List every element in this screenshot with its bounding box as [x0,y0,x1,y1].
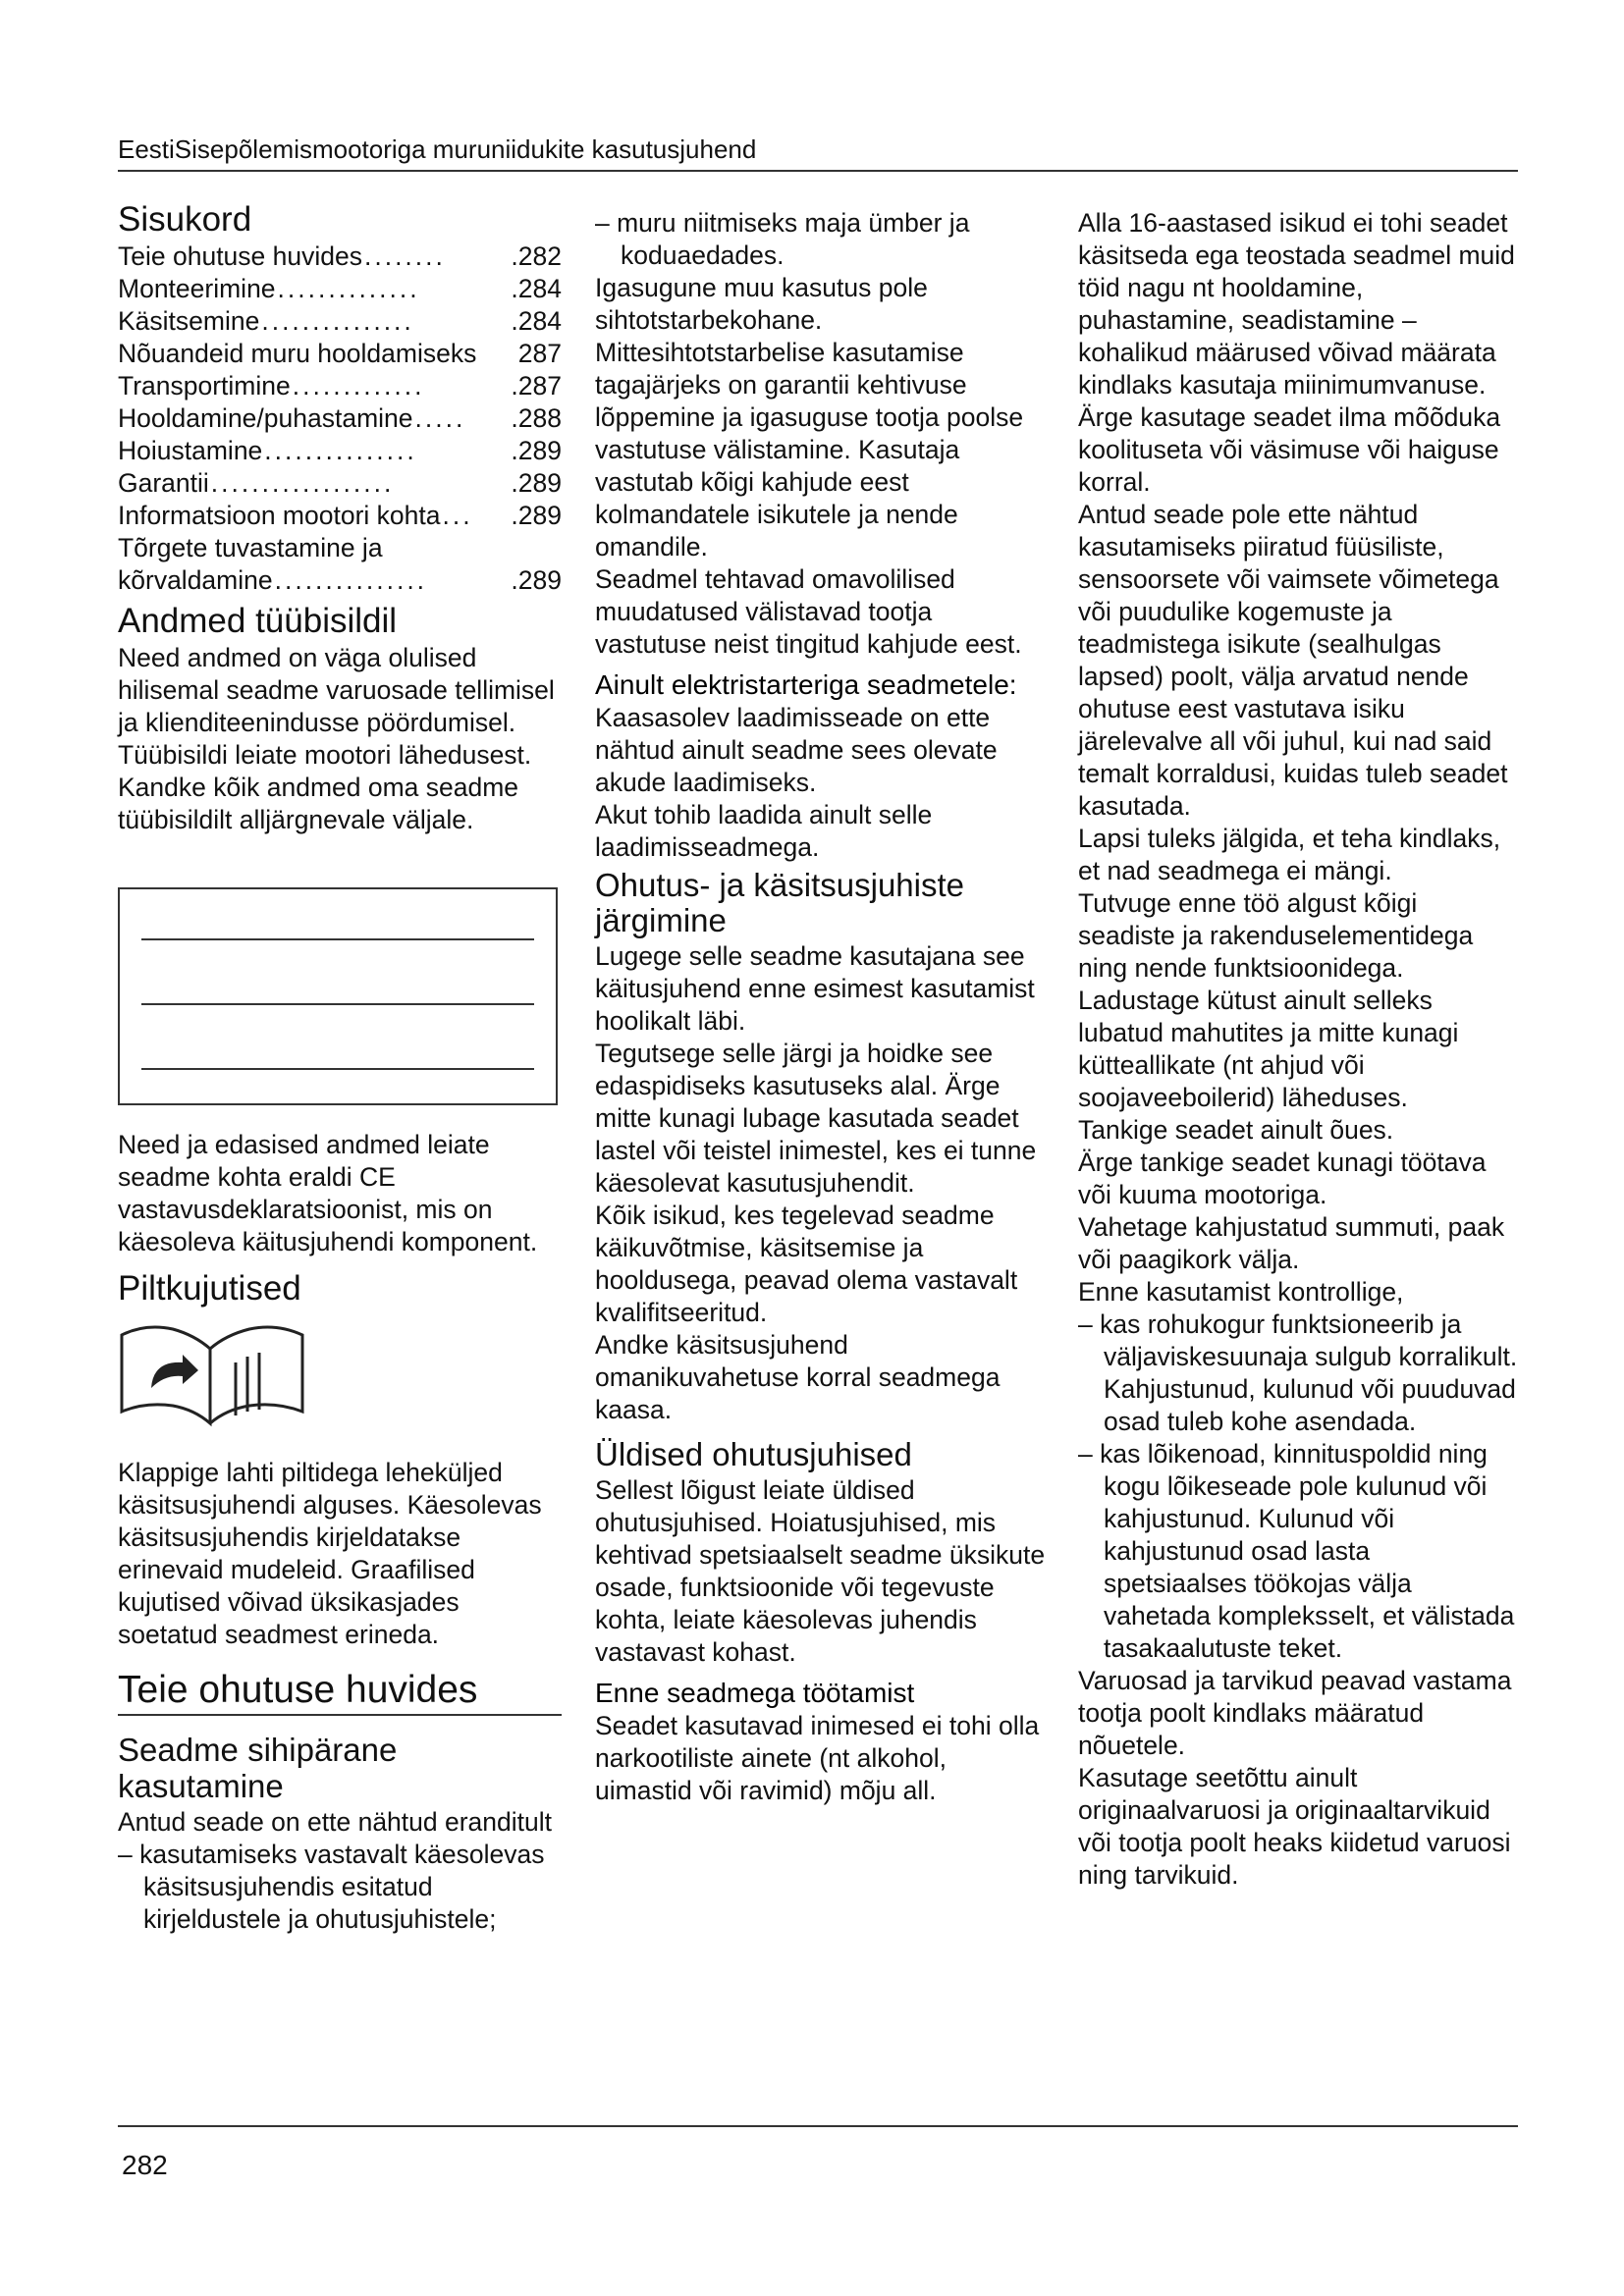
data-entry-line[interactable] [141,1003,534,1005]
paragraph: Kaasasolev laadimisseade on ette nähtud ainult seadme sees olevate akude laadimiseks. [595,703,998,797]
toc-label: Teie ohutuse huvides [118,241,362,271]
toc-dots: ............... [264,436,417,465]
data-entry-line[interactable] [141,938,534,940]
list-item: – kasutamiseks vastavalt käesolevas käsitsusjuhendis esitatud kirjeldustele ja ohutusjuhistele; [118,1840,545,1934]
subheading-enne: Enne seadmega töötamist [595,1678,915,1708]
toc-page: .289 [511,565,562,595]
toc-dots: ..... [414,403,466,433]
toc-label: Monteerimine [118,274,276,303]
paragraph-sihiparane: Antud seade on ette nähtud eranditult [118,1807,553,1837]
toc-row[interactable] [118,467,562,500]
toc-dots: ............. [292,371,425,400]
open-book-icon [118,1317,562,1435]
column-2 [595,201,1047,1807]
paragraph: Seadet kasutavad inimesed ei tohi olla narkootiliste ainete (nt alkohol, uimastid või ravimid) mõju all. [595,1711,1040,1805]
paragraph: Kasutage seetõttu ainult originaalvaruosi ja originaaltarvikuid või tootja poolt heaks kiidetud varuosi ning tarvikuid. [1078,1763,1511,1890]
header-rule [118,170,1518,172]
toc-label: Informatsioon mootori kohta [118,501,441,530]
document-header-title: EestiSisepõlemismootoriga muruniidukite kasutusjuhend [118,134,757,164]
toc-page: .282 [511,241,562,271]
paragraph: Tegutsege selle järgi ja hoidke see edaspidiseks kasutuseks alal. Ärge mitte kunagi lubage kasutada seadet lastel või teistel inimestel, kes ei tunne käesolevat kasutusjuhendit. [595,1039,1037,1198]
paragraph: Tankige seadet ainult õues. [1078,1115,1394,1145]
toc-row-wrap-line: Tõrgete tuvastamine ja [118,533,383,562]
paragraph: Igasugune muu kasutus pole sihtotstarbekohane. Mittesihtotstarbelise kasutamise tagajärjeks on garantii kehtivuse lõppemine ja igasuguse tootja poolse vastutuse välistamine. Kasutaja vastutab kõigi kahjude eest kolmandatele isikutele ja nende omandile. [595,273,1024,561]
column-1 [118,201,562,1936]
toc-dots: ........ [363,241,446,271]
column-3 [1078,201,1520,1892]
toc-dots: ............... [261,306,414,336]
toc-heading: Sisukord [118,200,252,239]
toc-row[interactable] [118,273,562,305]
paragraph: Andke käsitsusjuhend omanikuvahetuse korral seadmega kaasa. [595,1330,1001,1424]
table-of-contents [118,240,562,597]
toc-row[interactable] [118,500,562,532]
paragraph: Ladustage kütust ainult selleks lubatud mahutites ja mitte kunagi kütteallikate (nt ahjud või soojaveeboilerid) läheduses. [1078,986,1459,1112]
paragraph-ce: Need ja edasised andmed leiate seadme kohta eraldi CE vastavusdeklaratsioonist, mis on käesoleva käitusjuhendi komponent. [118,1130,538,1256]
paragraph: Akut tohib laadida ainult selle laadimisseadmega. [595,800,933,862]
data-entry-line[interactable] [141,1068,534,1070]
paragraph-andmed: Need andmed on väga olulised hilisemal seadme varuosade tellimisel ja klienditeenindusse pöördumisel. Tüübisildi leiate mootori lähedusest. Kandke kõik andmed oma seadme tüübisildilt alljärgnevale väljale. [118,643,555,834]
toc-label: Käsitsemine [118,306,260,336]
toc-dots: ............... [274,565,428,595]
toc-page: .287 [511,371,562,400]
section-heading-ohutus: Ohutus- ja käsitsusjuhiste järgimine [595,867,965,938]
paragraph: Alla 16-aastased isikud ei tohi seadet käsitseda ega teostada seadmel muid töid nagu nt hooldamine, puhastamine, seadistamine – kohalikud määrused võivad määrata kindlaks kasutaja miinimumvanuse. [1078,208,1515,400]
paragraph: Enne kasutamist kontrollige, [1078,1277,1404,1307]
paragraph: Vahetage kahjustatud summuti, paak või paagikork välja. [1078,1212,1505,1274]
section-heading-pilt: Piltkujutised [118,1269,301,1308]
paragraph: Tutvuge enne töö algust kõigi seadiste ja rakenduselementidega ning nende funktsioonidega. [1078,888,1474,983]
toc-row[interactable] [118,305,562,338]
toc-row[interactable] [118,370,562,402]
toc-row[interactable] [118,435,562,467]
list-item: – muru niitmiseks maja ümber ja koduaedades. [595,208,970,270]
page-number: 282 [122,2150,168,2180]
toc-page: 287 [517,339,562,368]
paragraph-pilt: Klappige lahti piltidega leheküljed käsitsusjuhendi alguses. Käesolevas käsitsusjuhendis kirjeldatakse erinevaid mudeleid. Graafilised kujutised võivad üksikasjades soetatud seadmest erineda. [118,1458,542,1649]
toc-page: .289 [511,501,562,530]
toc-row[interactable] [118,402,562,435]
toc-row[interactable] [118,564,562,597]
paragraph: Ärge kasutage seadet ilma mõõduka koolituseta või väsimuse või haiguse korral. [1078,402,1501,497]
toc-page: .289 [511,436,562,465]
toc-page: .289 [511,468,562,498]
toc-dots: .............. [277,274,420,303]
paragraph: Sellest lõigust leiate üldised ohutusjuhised. Hoiatusjuhised, mis kehtivad spetsiaalselt seadme üksikute osade, funktsioonide või tegevuste kohta, leiate käesolevas juhendis vastavast kohast. [595,1475,1046,1667]
toc-label: Transportimine [118,371,291,400]
section-heading-yldised: Üldised ohutusjuhised [595,1436,912,1472]
toc-page: .284 [511,306,562,336]
paragraph: Ärge tankige seadet kunagi töötava või kuuma mootoriga. [1078,1148,1487,1209]
toc-page: .288 [511,403,562,433]
section-heading-sihiparane: Seadme sihipärane kasutamine [118,1732,398,1804]
toc-label: kõrvaldamine [118,565,273,595]
toc-page: .284 [511,274,562,303]
list-item: – kas rohukogur funktsioneerib ja väljaviskesuunaja sulgub korralikult. Kahjustunud, kulunud või puuduvad osad tuleb kohe asendada. [1078,1309,1518,1436]
subheading-elektristarter: Ainult elektristarteriga seadmetele: [595,669,1017,700]
paragraph: Varuosad ja tarvikud peavad vastama tootja poolt kindlaks määratud nõuetele. [1078,1666,1512,1760]
list-item: – kas lõikenoad, kinnituspoldid ning kogu lõikeseade pole kulunud või kahjustunud. Kulunud või kahjustunud osad lasta spetsiaalses töökojas välja vahetada kompleksselt, et välistada tasakaalutuste teket. [1078,1439,1515,1663]
paragraph: Seadmel tehtavad omavolilised muudatused välistavad tootja vastutuse neist tingitud kahjude eest. [595,564,1022,659]
section-heading-andmed: Andmed tüübisildil [118,602,398,640]
chapter-heading-teie-ohutuse: Teie ohutuse huvides [118,1669,562,1716]
toc-dots: .................. [210,468,395,498]
toc-row[interactable] [118,338,562,370]
paragraph: Kõik isikud, kes tegelevad seadme käikuvõtmise, käsitsemise ja hooldusega, peavad olema vastavalt kvalifitseeritud. [595,1201,1018,1327]
toc-label: Nõuandeid muru hooldamiseks [118,339,477,368]
paragraph: Lugege selle seadme kasutajana see käitusjuhend enne esimest kasutamist hoolikalt läbi. [595,941,1035,1036]
type-plate-data-box [118,887,558,1105]
paragraph: Antud seade pole ette nähtud kasutamiseks piiratud füüsiliste, sensoorsete või vaimsete võimetega või puudulike kogemuste ja teadmistega isikute (sealhulgas lapsed) poolt, välja arvatud nende ohutuse eest vastutava isiku järelevalve all või juhul, kui nad said temalt korraldusi, kuidas tuleb seadet kasutada. [1078,500,1508,821]
toc-label: Hoiustamine [118,436,263,465]
toc-dots: ... [442,501,473,530]
toc-row[interactable] [118,240,562,273]
paragraph: Lapsi tuleks jälgida, et teha kindlaks, et nad seadmega ei mängi. [1078,824,1501,885]
footer-rule [118,2125,1518,2127]
toc-label: Hooldamine/puhastamine [118,403,413,433]
toc-label: Garantii [118,468,209,498]
